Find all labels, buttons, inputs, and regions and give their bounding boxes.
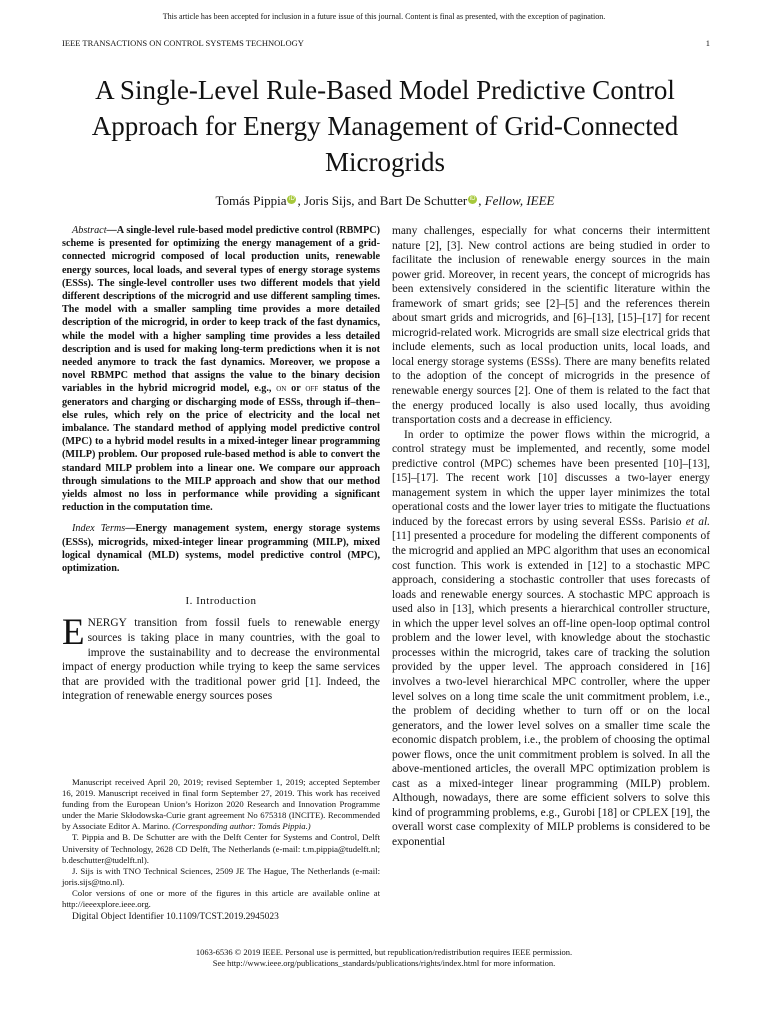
footnote-manuscript — [62, 777, 380, 832]
index-terms-text: —Energy management system, energy storage systems (ESSs), microgrids, mixed-integer linear programming (MILP), mixed logical dynamical (MLD) systems, model predictive control (MPC), optimization. — [62, 523, 380, 575]
intro-text: NERGY transition from fossil fuels to renewable energy sources is taking place in many countries, with the goal to improve the sustainability and to decrease the environmental impact of energy production while trying to keep the same services that are provided with the traditional power grid [1]. Indeed, the integration of renewable energy sources poses — [62, 617, 380, 703]
abstract-text: —A single-level rule-based model predictive control (RBMPC) scheme is presented for optimizing the energy management of a grid-connected microgrid composed of local production units, renewable energy sources, local loads, and several types of energy storage systems (ESSs). The single-level controller uses two different models that yield different descriptions of the microgrid and use different sampling times. The model with a smaller sampling time provides a more detailed description of the microgrid, in order to keep track of the fast dynamics, while the model with a higher sampling time provides a less detailed description and is used for making long-term predictions when it is not needed anymore to track the fast dynamics. Moreover, we propose a novel RBMPC method that assigns the value to the binary decision variables in the hybrid microgrid model, e.g., — [62, 225, 380, 395]
footnotes — [62, 777, 380, 923]
acceptance-notice: This article has been accepted for inclusion in a future issue of this journal. Content is final as presented, with the exception of pagination. — [162, 12, 606, 21]
orcid-icon[interactable]: iD — [289, 196, 295, 202]
author-separator: , — [478, 193, 485, 208]
author-fellow: Fellow, IEEE — [484, 193, 555, 208]
abstract-off: off — [305, 383, 319, 395]
abstract-text-cont: status of the generators and charging or discharging mode of ESSs, through if–then–else rules, which rely on the price of electricity and the local net imbalance. The standard method of applying model predictive control (MPC) to a hybrid model results in a mixed-integer linear programming (MILP) problem. Our proposed rule-based method is able to convert the standard MILP problem into a linear one. We compare our approach through simulations to the MILP approach and show that our method yields almost no loss in performance while providing a significant reduction in the computation time. — [62, 383, 380, 514]
rights-link[interactable]: See http://www.ieee.org/publications_standards/publications/rights/index.html for more information. — [212, 958, 556, 968]
body-paragraph — [392, 428, 710, 850]
right-column — [392, 224, 710, 850]
abstract-label: Abstract — [72, 225, 107, 236]
author-names: , Joris Sijs, and Bart De Schutter — [297, 193, 468, 208]
body-paragraph: many challenges, especially for what concerns their intermittent nature [2], [3]. New control actions are being studied in order to facilitate the inclusion of renewable energy sources in the main power grid. Moreover, in recent years, the concept of microgrids has been extensively considered in the scientific literature within the framework of smart grids; see [2]–[5] and the references therein about smart grids and microgrids, and [6]–[13], [15]–[17] for recent microgrid-related work. Microgrids are small size electrical grids that include elements, such as local production units, local loads, and local energy storage systems (ESSs). There are many benefits related to the adoption of the concept of microgrids in the presence of renewable energy sources [2]. One of them is related to the fact that the energy produced locally is also used locally, thus avoiding transportation costs and a decrease in efficiency. — [392, 225, 710, 427]
footnote-corresponding: (Corresponding author: Tomás Pippia.) — [172, 821, 311, 832]
left-column — [62, 224, 380, 704]
section-heading: I. Introduction — [185, 595, 257, 608]
body-text-cont: [11] presented a procedure for modeling the different components of the microgrid and applied an MPC algorithm that uses an economical cost function. This work is extended in [12] to a stochastic MPC approach, considering a stochastic controller that uses forecasts of loads and renewable energy sources. A stochastic MPC approach is used also in [13], which presents a hierarchical controller structure, in which the upper level solves an off-line open-loop optimal control problem and the lower level, with knowledge about the stochastic processes within the microgrid, takes care of tracking the solution provided by the upper level. The approach considered in [16] involves a two-level hierarchical MPC controller, where the upper level solves on a long time scale the unit commitment problem, i.e., the problem of deciding whether to turn off or on the local generators, and the lower level solves on a smaller time scale the economic dispatch problem, i.e., the problem of choosing the optimal power flows, once the unit commitment problem is solved. In all the above-mentioned articles, the overall MPC optimization problem is cast as a mixed-integer linear programming (MILP) problem. Although, nowadays, there are some efficient solvers to solve this kind of programming problems, e.g., Gurobi [18] or CPLEX [19], the overall worst case complexity of MILP problems is considered to be exponential — [392, 530, 710, 848]
abstract-on: on — [276, 383, 287, 395]
page-number: 1 — [705, 38, 710, 48]
drop-cap: E — [62, 612, 85, 654]
orcid-icon[interactable]: iD — [469, 196, 476, 202]
footnote-color: Color versions of one or more of the figures in this article are available online at http://ieeexplore.ieee.org. — [62, 887, 380, 910]
footnote-affiliation-1: T. Pippia and B. De Schutter are with the Delft Center for Systems and Control, Delft University of Technology, 2628 CD Delft, The Netherlands (e-mail: t.m.pippia@tudelft.nl; b.deschutter@tudelft.nl). — [62, 832, 380, 865]
abstract-or: or — [286, 383, 306, 395]
author-line — [60, 193, 710, 209]
index-terms-label: Index Terms — [72, 523, 126, 535]
footnote-affiliation-2: J. Sijs is with TNO Technical Sciences, 2509 JE The Hague, The Netherlands (e-mail: joris.sijs@tno.nl). — [62, 865, 380, 887]
running-head — [62, 38, 710, 49]
body-text: In order to optimize the power flows within the microgrid, a control strategy must be implemented, and recently, some model predictive control (MPC) schemes have been presented [10]–[13], [15]–[17]. The recent work [10] discusses a two-layer energy management system in which the upper layer minimizes the total operational costs and the lower layer tries to mitigate the fluctuations induced by the forecast errors by using several ESSs. Parisio — [392, 428, 710, 528]
author-name: Tomás Pippia — [215, 193, 287, 208]
intro-paragraph — [62, 612, 380, 703]
copyright-notice — [0, 947, 768, 969]
footnote-manuscript-text: Manuscript received April 20, 2019; revised September 1, 2019; accepted September 16, 2019. Manuscript received in final form September 27, 2019. This work has received funding from the European Union’s Horizon 2020 Research and Innovation Programme under the Marie Skłodowska-Curie grant agreement No 675318 (INCITE). Recommended by Associate Editor A. Marino. — [62, 777, 380, 832]
doi: Digital Object Identifier 10.1109/TCST.2019.2945023 — [72, 912, 279, 923]
body-etal: et al. — [685, 515, 711, 528]
abstract — [62, 224, 380, 514]
copyright-line: 1063-6536 © 2019 IEEE. Personal use is permitted, but republication/redistribution requires IEEE permission. — [195, 947, 573, 957]
paper-title: A Single-Level Rule-Based Model Predictive Control Approach for Energy Management of Grid-Connected Microgrids — [91, 75, 679, 177]
index-terms — [62, 522, 380, 575]
journal-name: IEEE TRANSACTIONS ON CONTROL SYSTEMS TECHNOLOGY — [62, 38, 304, 48]
